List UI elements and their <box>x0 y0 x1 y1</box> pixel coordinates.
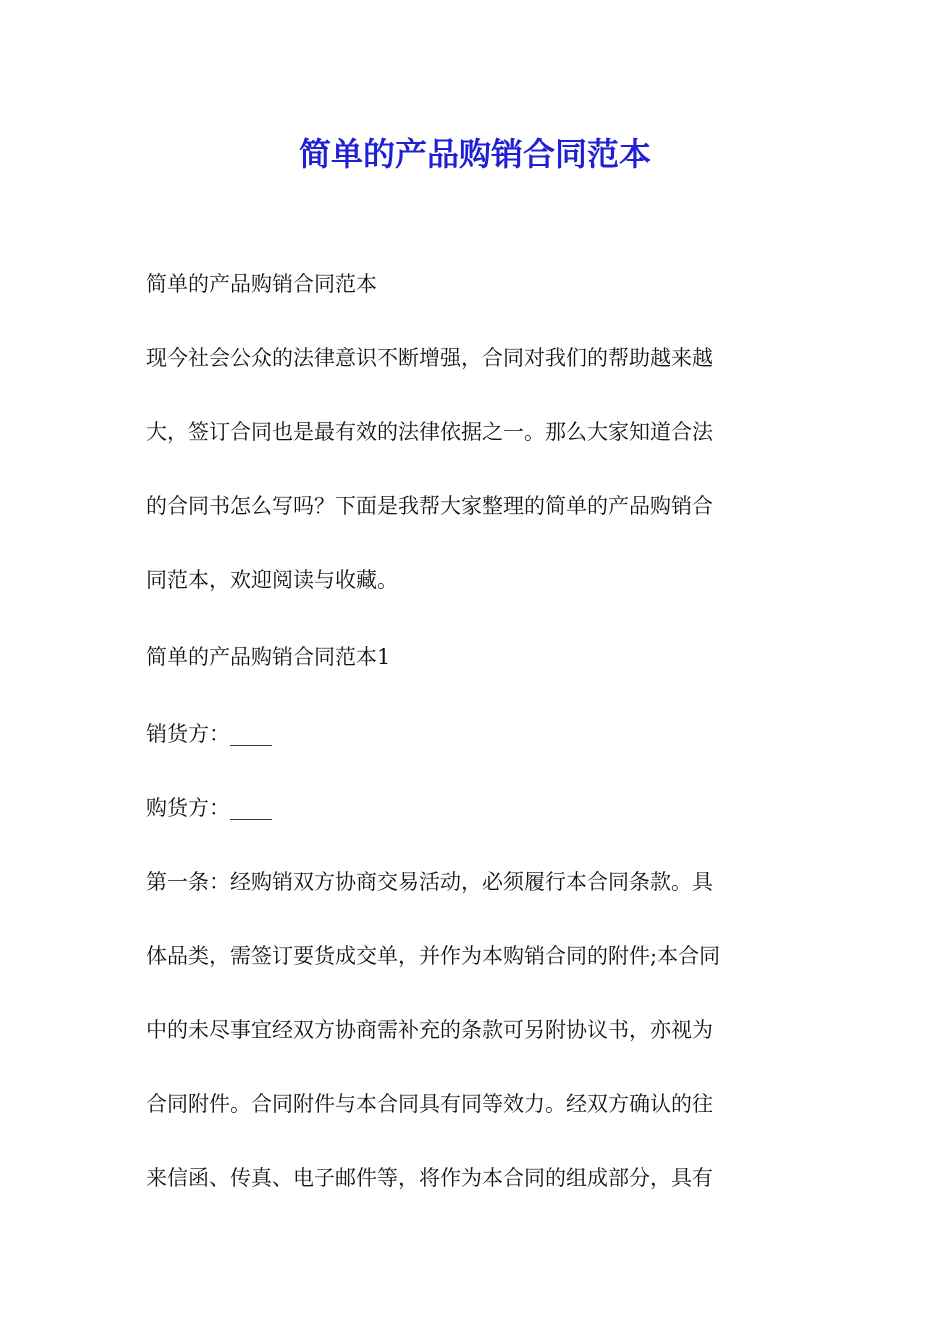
section-heading: 简单的产品购销合同范本1 <box>146 645 391 669</box>
clause-line: 体品类，需签订要货成交单，并作为本购销合同的附件;本合同 <box>146 944 721 968</box>
buyer-line: 购货方：____ <box>146 796 272 820</box>
paragraph-line: 同范本，欢迎阅读与收藏。 <box>146 568 398 592</box>
subtitle-line: 简单的产品购销合同范本 <box>146 272 377 296</box>
seller-line: 销货方：____ <box>146 722 272 746</box>
clause-line: 中的未尽事宜经双方协商需补充的条款可另附协议书，亦视为 <box>146 1018 713 1042</box>
clause-line: 来信函、传真、电子邮件等，将作为本合同的组成部分，具有 <box>146 1166 713 1190</box>
paragraph-line: 大，签订合同也是最有效的法律依据之一。那么大家知道合法 <box>146 420 713 444</box>
paragraph-line: 的合同书怎么写吗？下面是我帮大家整理的简单的产品购销合 <box>146 494 713 518</box>
clause-line: 合同附件。合同附件与本合同具有同等效力。经双方确认的往 <box>146 1092 713 1116</box>
clause-line: 第一条：经购销双方协商交易活动，必须履行本合同条款。具 <box>146 870 713 894</box>
document-title: 简单的产品购销合同范本 <box>298 135 651 173</box>
paragraph-line: 现今社会公众的法律意识不断增强，合同对我们的帮助越来越 <box>146 346 713 370</box>
